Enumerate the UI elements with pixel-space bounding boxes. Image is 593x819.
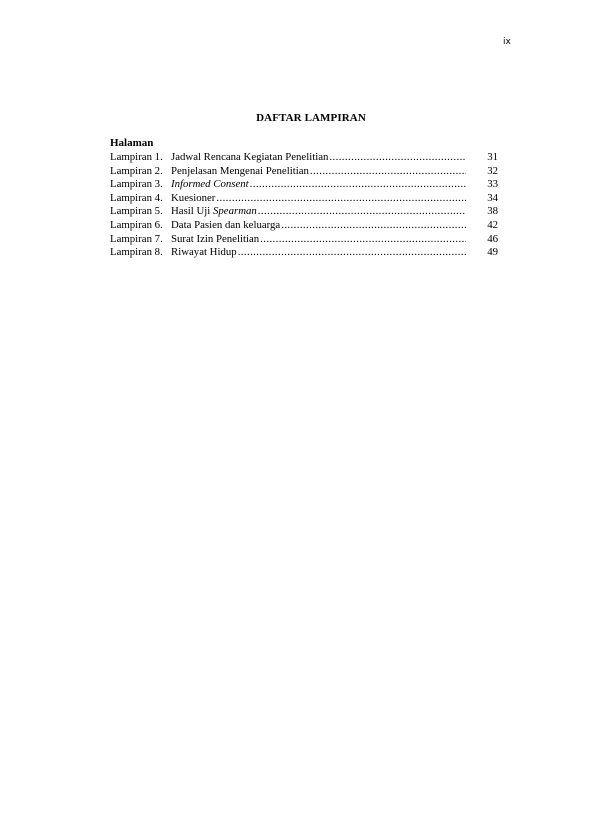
title-plain: Penjelasan Mengenai Penelitian — [171, 164, 309, 177]
dot-leader — [250, 178, 466, 190]
appendix-label: Lampiran 2. — [110, 164, 163, 177]
appendix-list — [110, 151, 500, 260]
appendix-page-number: 33 — [487, 178, 498, 191]
list-item — [110, 178, 500, 192]
appendix-label: Lampiran 8. — [110, 246, 163, 259]
appendix-title — [171, 219, 466, 233]
appendix-page-number: 38 — [487, 205, 498, 218]
title-plain: Hasil Uji — [171, 205, 213, 218]
appendix-page-number: 49 — [487, 246, 498, 259]
appendix-label: Lampiran 1. — [110, 151, 163, 163]
list-item — [110, 233, 500, 247]
title-plain: Jadwal Rencana Kegiatan Penelitian — [171, 151, 329, 163]
page-title: DAFTAR LAMPIRAN — [256, 112, 366, 124]
list-item — [110, 205, 500, 219]
appendix-label: Lampiran 6. — [110, 218, 163, 231]
title-italic: Spearman — [213, 205, 257, 218]
title-plain: Riwayat Hidup — [171, 246, 237, 259]
list-item — [110, 165, 500, 179]
list-item — [110, 151, 500, 165]
appendix-title — [171, 205, 466, 219]
page-number: ix — [503, 37, 511, 47]
column-header-halaman: Halaman — [110, 137, 154, 149]
appendix-label: Lampiran 7. — [110, 232, 163, 245]
dot-leader — [238, 246, 466, 258]
dot-leader — [310, 165, 466, 177]
appendix-title — [171, 233, 466, 247]
dot-leader — [281, 219, 466, 231]
appendix-title — [171, 165, 466, 179]
title-plain: Kuesioner — [171, 191, 216, 204]
appendix-label: Lampiran 4. — [110, 191, 163, 204]
list-item — [110, 219, 500, 233]
dot-leader — [260, 233, 466, 245]
dot-leader — [216, 192, 466, 204]
appendix-page-number: 34 — [487, 191, 498, 204]
title-italic: Informed Consent — [171, 178, 249, 191]
title-plain: Data Pasien dan keluarga — [171, 218, 281, 231]
appendix-title — [171, 192, 466, 206]
title-plain: Surat Izin Penelitian — [171, 232, 260, 245]
appendix-title — [171, 151, 466, 165]
dot-leader — [329, 151, 466, 163]
appendix-page-number: 32 — [487, 164, 498, 177]
appendix-label: Lampiran 5. — [110, 205, 163, 218]
appendix-page-number: 42 — [487, 218, 498, 231]
list-item — [110, 246, 500, 260]
appendix-label: Lampiran 3. — [110, 178, 163, 191]
appendix-title — [171, 178, 466, 192]
list-item — [110, 192, 500, 206]
appendix-page-number: 46 — [487, 232, 498, 245]
dot-leader — [258, 205, 466, 217]
appendix-title — [171, 246, 466, 260]
appendix-page-number: 31 — [487, 151, 498, 163]
